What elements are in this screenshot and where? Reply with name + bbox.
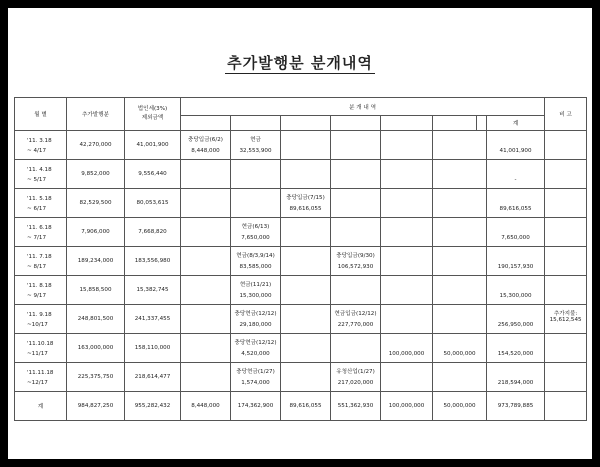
total-cell: 7,650,000	[487, 218, 545, 247]
note-cell	[545, 160, 587, 189]
breakdown-cell	[281, 363, 331, 392]
header-issued: 추가발행분	[67, 98, 125, 131]
sum-cell: 89,616,055	[281, 392, 331, 421]
period-cell: '11. 7.18 ~ 8/17	[15, 247, 67, 276]
breakdown-cell: 충당현금(12/12) 29,180,000	[231, 305, 281, 334]
table-row	[15, 131, 587, 160]
breakdown-cell	[433, 247, 487, 276]
breakdown-cell	[433, 305, 487, 334]
breakdown-cell	[181, 334, 231, 363]
net-cell: 183,556,980	[125, 247, 181, 276]
table-row	[15, 189, 587, 218]
breakdown-cell: 현금(8/3,9/14) 83,585,000	[231, 247, 281, 276]
net-cell: 241,337,455	[125, 305, 181, 334]
breakdown-cell	[381, 276, 433, 305]
sum-issued: 984,827,250	[67, 392, 125, 421]
total-cell: 218,594,000	[487, 363, 545, 392]
total-cell: 154,520,000	[487, 334, 545, 363]
net-cell: 80,053,615	[125, 189, 181, 218]
header-month: 월 별	[15, 98, 67, 131]
breakdown-cell	[331, 131, 381, 160]
total-cell: 15,300,000	[487, 276, 545, 305]
total-cell: 256,950,000	[487, 305, 545, 334]
breakdown-cell	[433, 189, 487, 218]
breakdown-cell: 현금 32,553,900	[231, 131, 281, 160]
breakdown-cell	[381, 189, 433, 218]
note-cell	[545, 189, 587, 218]
breakdown-cell	[381, 247, 433, 276]
table-row	[15, 160, 587, 189]
sum-cell: 50,000,000	[433, 392, 487, 421]
net-cell: 7,668,820	[125, 218, 181, 247]
period-cell: '11. 3.18 ~ 4/17	[15, 131, 67, 160]
sum-cell: 551,362,930	[331, 392, 381, 421]
period-cell: '11. 8.18 ~ 9/17	[15, 276, 67, 305]
header-note: 비 고	[545, 98, 587, 131]
total-cell: -	[487, 160, 545, 189]
breakdown-cell	[231, 189, 281, 218]
breakdown-cell	[433, 363, 487, 392]
breakdown-cell	[281, 218, 331, 247]
breakdown-cell	[433, 276, 487, 305]
period-cell: '11.11.18 ~12/17	[15, 363, 67, 392]
note-cell	[545, 131, 587, 160]
total-cell: 89,616,055	[487, 189, 545, 218]
total-cell: 190,157,930	[487, 247, 545, 276]
breakdown-cell	[331, 334, 381, 363]
issued-cell: 9,852,000	[67, 160, 125, 189]
header-tax-excluded: 법인세(3%) 제외금액	[125, 98, 181, 131]
note-cell	[545, 218, 587, 247]
breakdown-cell	[231, 160, 281, 189]
net-cell: 158,110,000	[125, 334, 181, 363]
breakdown-cell: 충당입금(7/15) 89,616,055	[281, 189, 331, 218]
breakdown-cell	[281, 276, 331, 305]
table-row	[15, 218, 587, 247]
note-cell	[545, 363, 587, 392]
breakdown-cell	[433, 160, 487, 189]
breakdown-cell: 현금(11/21) 15,300,000	[231, 276, 281, 305]
issued-cell: 42,270,000	[67, 131, 125, 160]
net-cell: 15,382,745	[125, 276, 181, 305]
sum-net: 955,282,432	[125, 392, 181, 421]
breakdown-cell	[331, 160, 381, 189]
issued-cell: 15,858,500	[67, 276, 125, 305]
total-cell: 41,001,900	[487, 131, 545, 160]
note-cell	[545, 334, 587, 363]
issued-cell: 225,375,750	[67, 363, 125, 392]
breakdown-cell: 현금입금(12/12) 227,770,000	[331, 305, 381, 334]
note-cell	[545, 247, 587, 276]
breakdown-cell	[181, 276, 231, 305]
breakdown-cell	[331, 189, 381, 218]
document-title: 추가발행분 분개내역	[227, 54, 373, 72]
net-cell: 218,614,477	[125, 363, 181, 392]
net-cell: 9,556,440	[125, 160, 181, 189]
sum-cell: 8,448,000	[181, 392, 231, 421]
breakdown-cell	[181, 189, 231, 218]
note-cell: 추가지불: 15,612,545	[545, 305, 587, 334]
issued-cell: 82,529,500	[67, 189, 125, 218]
breakdown-cell	[181, 363, 231, 392]
breakdown-cell	[331, 218, 381, 247]
breakdown-cell	[433, 218, 487, 247]
breakdown-cell	[381, 363, 433, 392]
period-cell: '11.10.18 ~11/17	[15, 334, 67, 363]
sum-row	[15, 392, 587, 421]
breakdown-cell	[433, 131, 487, 160]
table-row	[15, 305, 587, 334]
note-cell	[545, 276, 587, 305]
breakdown-cell	[181, 218, 231, 247]
header-total: 계	[487, 116, 545, 131]
net-cell: 41,001,900	[125, 131, 181, 160]
breakdown-cell: 충당현금(12/12) 4,520,000	[231, 334, 281, 363]
table-row	[15, 334, 587, 363]
breakdown-cell	[181, 160, 231, 189]
breakdown-cell: 충당현금(1/27) 1,574,000	[231, 363, 281, 392]
issued-cell: 163,000,000	[67, 334, 125, 363]
breakdown-cell	[281, 334, 331, 363]
breakdown-cell	[381, 160, 433, 189]
table-row	[15, 363, 587, 392]
breakdown-cell: 현금(6/13) 7,650,000	[231, 218, 281, 247]
table-row	[15, 247, 587, 276]
period-cell: '11. 6.18 ~ 7/17	[15, 218, 67, 247]
sum-cell: 174,362,900	[231, 392, 281, 421]
breakdown-cell	[281, 247, 331, 276]
breakdown-cell	[381, 131, 433, 160]
breakdown-cell: 충당입금(6/2) 8,448,000	[181, 131, 231, 160]
issued-cell: 248,801,500	[67, 305, 125, 334]
breakdown-cell	[281, 160, 331, 189]
period-cell: '11. 5.18 ~ 6/17	[15, 189, 67, 218]
breakdown-cell	[331, 276, 381, 305]
period-cell: '11. 4.18 ~ 5/17	[15, 160, 67, 189]
period-cell: '11. 9.18 ~10/17	[15, 305, 67, 334]
breakdown-cell	[281, 305, 331, 334]
issued-cell: 189,234,000	[67, 247, 125, 276]
breakdown-cell: 유청산업(1/27) 217,020,000	[331, 363, 381, 392]
table-row	[15, 276, 587, 305]
breakdown-cell	[281, 131, 331, 160]
breakdown-cell	[381, 305, 433, 334]
sum-label: 계	[15, 392, 67, 421]
breakdown-cell	[181, 247, 231, 276]
document-page	[8, 8, 592, 459]
ledger-table	[14, 97, 587, 421]
sum-cell: 100,000,000	[381, 392, 433, 421]
breakdown-cell: 100,000,000	[381, 334, 433, 363]
issued-cell: 7,906,000	[67, 218, 125, 247]
breakdown-cell	[181, 305, 231, 334]
breakdown-cell: 50,000,000	[433, 334, 487, 363]
breakdown-cell: 충당입금(9/30) 106,572,930	[331, 247, 381, 276]
breakdown-cell	[381, 218, 433, 247]
sum-total: 973,789,885	[487, 392, 545, 421]
header-row	[15, 98, 587, 116]
header-breakdown: 분 개 내 역	[181, 98, 545, 116]
